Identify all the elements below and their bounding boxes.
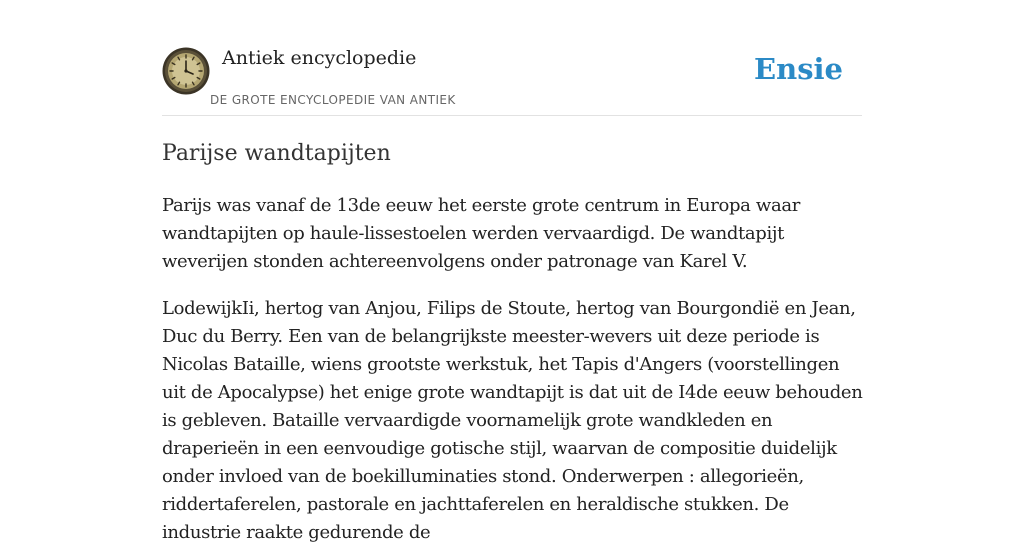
site-title[interactable]: Antiek encyclopedie (222, 47, 417, 69)
site-subtitle: DE GROTE ENCYCLOPEDIE VAN ANTIEK (210, 93, 456, 107)
brand-logo-link[interactable]: Ensie (754, 52, 843, 86)
article-title: Parijse wandtapijten (162, 141, 391, 166)
article-paragraph: LodewijkIi, hertog van Anjou, Filips de Stoute, hertog van Bourgondië en Jean, Duc du Berry. Een van de belangrijkste meester-wevers uit deze periode is Nicolas Bataille, wiens grootste werkstuk, het Tapis d'Angers (voorstellingen uit de Apocalypse) het enige grote wandtapijt is dat uit de I4de eeuw behouden is gebleven. Bataille vervaardigde voornamelijk grote wandkleden en draperieën in een eenvoudige gotische stijl, waarvan de compositie duidelijk onder invloed van de boekilluminaties stond. Onderwerpen : allegorieën, riddertaferelen, pastorale en jachttaferelen en heraldische stukken. De industrie raakte gedurende de (162, 298, 863, 543)
article (162, 138, 864, 547)
clock-icon[interactable] (162, 47, 210, 95)
site-header (162, 46, 862, 116)
article-paragraph: Parijs was vanaf de 13de eeuw het eerste grote centrum in Europa waar wandtapijten op haule-lissestoelen werden vervaardigd. De wandtapijt weverijen stonden achtereenvolgens onder patronage van Karel V. (162, 195, 800, 272)
